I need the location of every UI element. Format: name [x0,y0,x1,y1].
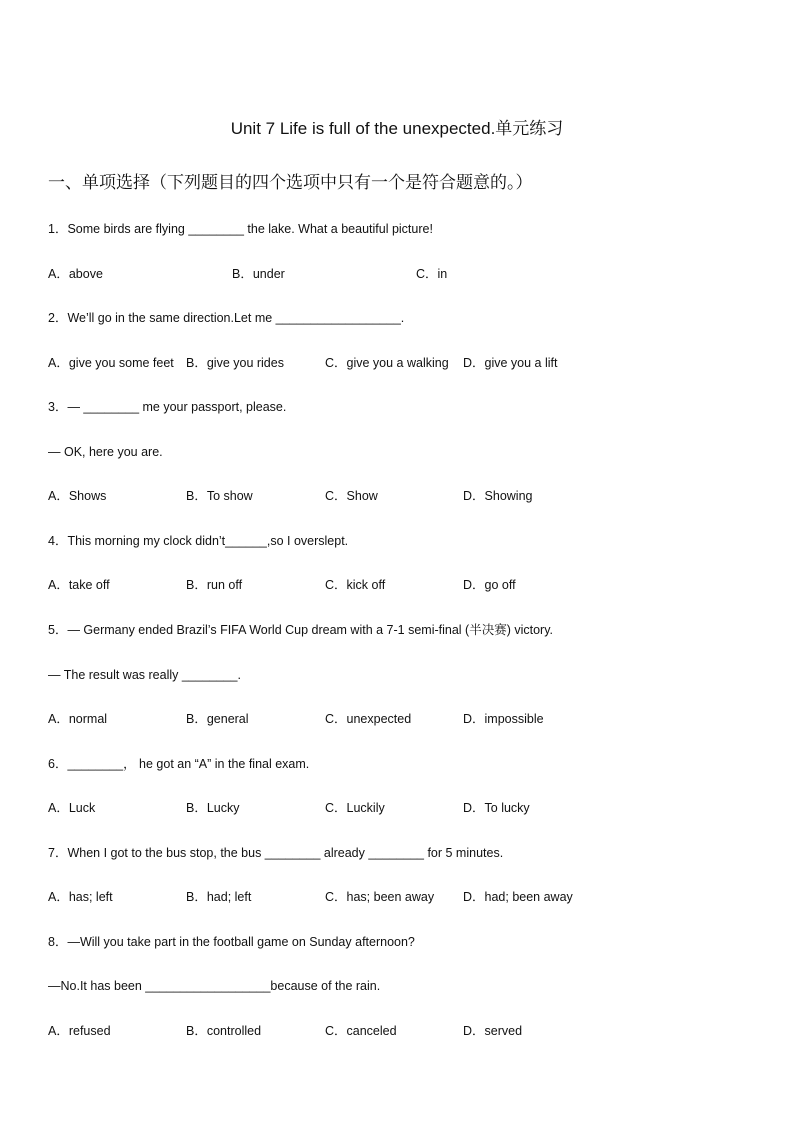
question-6: 6．________， he got an “A” in the final exam. [48,757,310,771]
q6-option-b: B．Lucky [186,801,240,815]
q7-option-d: D．had; been away [463,890,573,904]
q5-option-a: A．normal [48,712,108,726]
q2-option-a: A．give you some feet [48,356,174,370]
q3-option-a: A．Shows [48,489,107,503]
q2-option-c: C．give you a walking [325,356,449,370]
q8-option-d: D．served [463,1024,523,1038]
q6-option-c: C．Luckily [325,801,385,815]
q2-option-b: B．give you rides [186,356,284,370]
q1-option-c: C．in [416,267,448,281]
q5-option-b: B．general [186,712,249,726]
q7-option-a: A．has; left [48,890,113,904]
q4-option-a: A．take off [48,578,110,592]
q4-option-c: C．kick off [325,578,386,592]
q8-option-b: B．controlled [186,1024,262,1038]
question-8-reply: —No.It has been __________________because of the rain. [48,979,381,993]
question-4: 4．This morning my clock didn’t______,so I overslept. [48,534,349,548]
q5-option-d: D．impossible [463,712,544,726]
question-7: 7．When I got to the bus stop, the bus ________ already ________ for 5 minutes. [48,846,504,860]
question-2: 2．We’ll go in the same direction.Let me __________________. [48,311,405,325]
q5-option-c: C．unexpected [325,712,412,726]
question-5: 5．— Germany ended Brazil’s FIFA World Cup dream with a 7-1 semi-final (半决赛) victory. [48,623,554,637]
q8-option-c: C．canceled [325,1024,397,1038]
question-8: 8．—Will you take part in the football game on Sunday afternoon? [48,935,415,949]
q4-option-b: B．run off [186,578,243,592]
worksheet-title: Unit 7 Life is full of the unexpected.单元练习 [230,119,564,138]
section-heading: 一、单项选择（下列题目的四个选项中只有一个是符合题意的。） [48,173,533,192]
q4-option-d: D．go off [463,578,516,592]
q1-option-a: A．above [48,267,103,281]
question-3-reply: — OK, here you are. [48,445,163,459]
q1-option-b: B．under [232,267,285,281]
q3-option-c: C．Show [325,489,378,503]
q8-option-a: A．refused [48,1024,111,1038]
question-3: 3．— ________ me your passport, please. [48,400,287,414]
q6-option-a: A．Luck [48,801,96,815]
question-1: 1．Some birds are flying ________ the lake. What a beautiful picture! [48,222,433,236]
q3-option-d: D．Showing [463,489,533,503]
question-5-reply: — The result was really ________. [48,668,241,682]
q3-option-b: B．To show [186,489,253,503]
q7-option-c: C．has; been away [325,890,435,904]
q6-option-d: D．To lucky [463,801,530,815]
q2-option-d: D．give you a lift [463,356,558,370]
q7-option-b: B．had; left [186,890,252,904]
